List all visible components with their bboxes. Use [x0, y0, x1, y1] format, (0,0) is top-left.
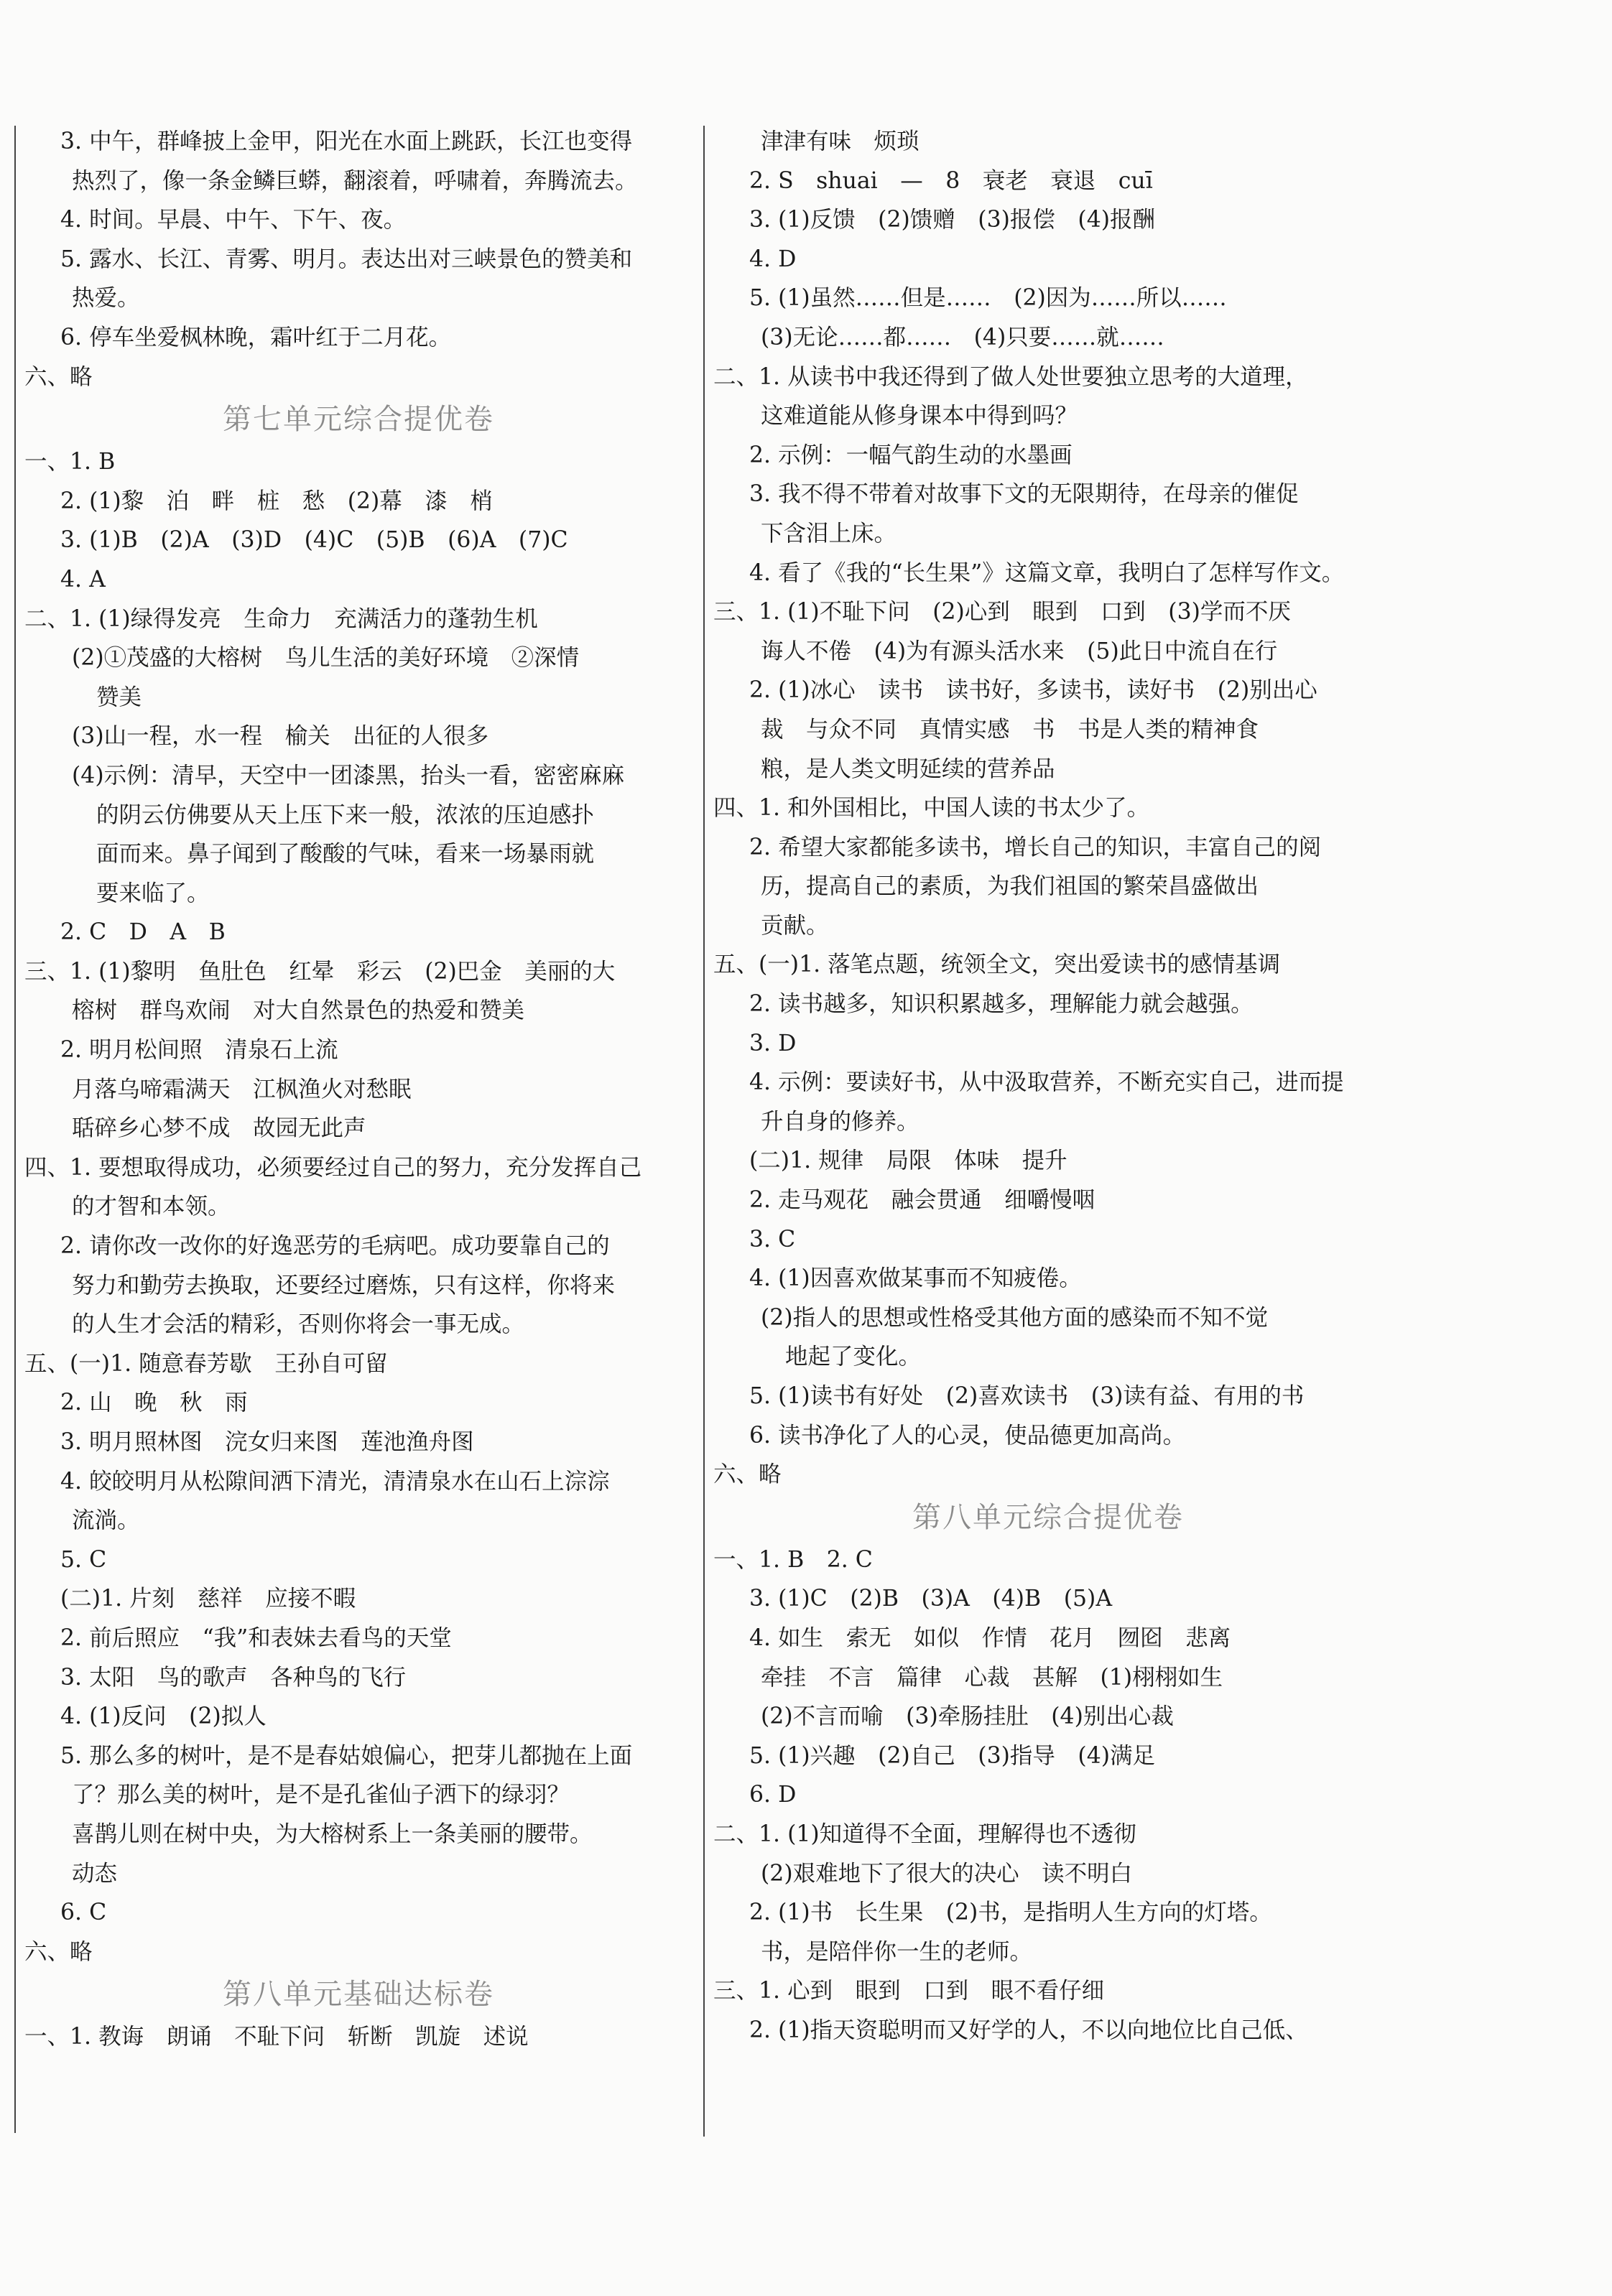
answer-line: 书，是陪伴你一生的老师。	[761, 1938, 1033, 1965]
answer-line: 4. 时间。早晨、中午、下午、夜。	[60, 207, 407, 233]
answer-line: 了？那么美的树叶，是不是孔雀仙子洒下的绿羽？	[72, 1782, 570, 1808]
answer-line: 动态	[72, 1860, 118, 1887]
answer-line: 4. 看了《我的“长生果”》这篇文章，我明白了怎样写作文。	[749, 559, 1345, 586]
answer-line: 贡献。	[761, 912, 829, 939]
answer-line: 努力和勤劳去换取，还要经过磨炼，只有这样，你将来	[72, 1272, 616, 1298]
answer-line: 2. 请你改一改你的好逸恶劳的毛病吧。成功要靠自己的	[60, 1233, 610, 1260]
answer-line: 三、1. 心到 眼到 口到 眼不看仔细	[713, 1978, 1105, 2004]
answer-line: 月落乌啼霜满天 江枫渔火对愁眠	[72, 1076, 412, 1102]
section-heading: 第八单元综合提优卷	[912, 1500, 1184, 1534]
answer-line: 的阴云仿佛要从天上压下来一般，浓浓的压迫感扑	[96, 801, 595, 828]
answer-line: 裁 与众不同 真情实感 书 书是人类的精神食	[761, 716, 1259, 743]
answer-line: 一、1. 教诲 朗诵 不耻下问 斩断 凯旋 述说	[24, 2024, 529, 2050]
answer-line: (3)无论……都…… (4)只要……就……	[761, 324, 1164, 350]
answer-line: 五、(一)1. 随意春芳歇 王孙自可留	[24, 1350, 388, 1377]
answer-line: 下含泪上床。	[761, 520, 897, 547]
answer-line: 4. 示例：要读好书，从中汲取营养，不断充实自己，进而提	[749, 1069, 1344, 1096]
answer-line: 聒碎乡心梦不成 故园无此声	[72, 1115, 366, 1142]
answer-line: 粮，是人类文明延续的营养品	[761, 756, 1055, 782]
answer-line: 2. 读书越多，知识积累越多，理解能力就会越强。	[749, 991, 1254, 1018]
answer-line: (二)1. 片刻 慈祥 应接不暇	[60, 1586, 356, 1612]
answer-line: 3. 我不得不带着对故事下文的无限期待，在母亲的催促	[749, 481, 1299, 508]
answer-line: 4. (1)因喜欢做某事而不知疲倦。	[749, 1265, 1082, 1292]
answer-line: 4. A	[60, 566, 106, 592]
answer-line: 的人生才会活的精彩，否则你将会一事无成。	[72, 1311, 525, 1338]
answer-line: 5. C	[60, 1546, 107, 1573]
answer-line: 4. (1)反问 (2)拟人	[60, 1704, 267, 1730]
answer-line: 3. (1)B (2)A (3)D (4)C (5)B (6)A (7)C	[60, 527, 568, 554]
answer-line: 2. 山 晚 秋 雨	[60, 1390, 248, 1416]
answer-line: 要来临了。	[96, 880, 210, 906]
answer-line: 津津有味 烦琐	[761, 129, 920, 154]
answer-line: 2. 示例：一幅气韵生动的水墨画	[749, 442, 1073, 468]
answer-line: 二、1. 从读书中我还得到了做人处世要独立思考的大道理，	[713, 363, 1308, 390]
answer-line: 5. 露水、长江、青雾、明月。表达出对三峡景色的赞美和	[60, 246, 633, 272]
section-heading: 第八单元基础达标卷	[223, 1978, 494, 2012]
answer-line: 升自身的修养。	[761, 1108, 920, 1135]
answer-line: 牵挂 不言 篇律 心裁 甚解 (1)栩栩如生	[761, 1664, 1223, 1691]
answer-column-right	[713, 122, 1383, 2050]
answer-line: 6. C	[60, 1900, 107, 1926]
answer-line: 2. 明月松间照 清泉石上流	[60, 1037, 338, 1064]
answer-line: 这难道能从修身课本中得到吗？	[761, 403, 1078, 429]
answer-line: 五、(一)1. 落笔点题，统领全文，突出爱读书的感情基调	[713, 952, 1281, 978]
answer-line: 3. C	[749, 1226, 796, 1252]
answer-line: (2)指人的思想或性格受其他方面的感染而不知不觉	[761, 1304, 1269, 1331]
answer-line: 热爱。	[72, 285, 140, 312]
answer-line: 2. (1)指天资聪明而又好学的人，不以向地位比自己低、	[749, 2017, 1308, 2043]
answer-line: 3. 明月照林图 浣女归来图 莲池渔舟图	[60, 1429, 474, 1455]
answer-line: 2. S shuai — 8 衰老 衰退 cuī	[749, 167, 1153, 194]
answer-line: 榕树 群鸟欢闹 对大自然景色的热爱和赞美	[72, 998, 525, 1024]
answer-line: 六、略	[24, 1938, 93, 1965]
answer-line: 6. 读书净化了人的心灵，使品德更加高尚。	[749, 1422, 1186, 1449]
answer-line: 3. 太阳 鸟的歌声 各种鸟的飞行	[60, 1664, 407, 1691]
section-heading: 第七单元综合提优卷	[223, 403, 494, 437]
answer-line: 2. C D A B	[60, 919, 226, 946]
left-margin-rule	[14, 126, 16, 2133]
answer-line: 四、1. 要想取得成功，必须要经过自己的努力，充分发挥自己	[24, 1154, 642, 1181]
answer-line: 的才智和本领。	[72, 1194, 231, 1220]
answer-line: 5. (1)兴趣 (2)自己 (3)指导 (4)满足	[749, 1742, 1156, 1769]
answer-line: 三、1. (1)不耻下问 (2)心到 眼到 口到 (3)学而不厌	[713, 599, 1291, 626]
answer-line: 一、1. B	[24, 449, 116, 475]
answer-line: 6. 停车坐爱枫林晚，霜叶红于二月花。	[60, 324, 452, 350]
answer-line: (2)艰难地下了很大的决心 读不明白	[761, 1860, 1133, 1887]
answer-line: 二、1. (1)绿得发亮 生命力 充满活力的蓬勃生机	[24, 605, 538, 632]
answer-line: 二、1. (1)知道得不全面，理解得也不透彻	[713, 1821, 1136, 1847]
answer-line: 四、1. 和外国相比，中国人读的书太少了。	[713, 795, 1150, 822]
column-divider	[703, 126, 705, 2137]
answer-line: 2. (1)书 长生果 (2)书，是指明人生方向的灯塔。	[749, 1900, 1272, 1926]
answer-line: 2. 前后照应 “我”和表妹去看鸟的天堂	[60, 1625, 452, 1651]
answer-line: 历，提高自己的素质，为我们祖国的繁荣昌盛做出	[761, 873, 1259, 900]
answer-line: 3. 中午，群峰披上金甲，阳光在水面上跳跃，长江也变得	[60, 129, 633, 154]
answer-line: 一、1. B 2. C	[713, 1546, 873, 1573]
answer-line: 5. 那么多的树叶，是不是春姑娘偏心，把芽儿都抛在上面	[60, 1742, 633, 1769]
answer-line: 3. D	[749, 1030, 797, 1056]
answer-line: 面而来。鼻子闻到了酸酸的气味，看来一场暴雨就	[96, 841, 595, 868]
answer-line: 5. (1)虽然……但是…… (2)因为……所以……	[749, 285, 1227, 312]
answer-line: 2. (1)冰心 读书 读书好，多读书，读好书 (2)别出心	[749, 677, 1317, 704]
answer-line: 三、1. (1)黎明 鱼肚色 红晕 彩云 (2)巴金 美丽的大	[24, 958, 616, 985]
answer-line: 地起了变化。	[785, 1344, 922, 1370]
answer-line: 2. 走马观花 融会贯通 细嚼慢咽	[749, 1187, 1095, 1214]
answer-line: 3. (1)C (2)B (3)A (4)B (5)A	[749, 1586, 1113, 1612]
answer-line: (3)山一程，水一程 榆关 出征的人很多	[72, 723, 489, 750]
answer-line: 3. (1)反馈 (2)馈赠 (3)报偿 (4)报酬	[749, 207, 1156, 233]
answer-column-left	[24, 122, 692, 2057]
answer-line: (2)①茂盛的大榕树 鸟儿生活的美好环境 ②深情	[72, 645, 580, 671]
answer-line: 5. (1)读书有好处 (2)喜欢读书 (3)读有益、有用的书	[749, 1383, 1305, 1409]
answer-line: 4. D	[749, 246, 797, 272]
answer-line: (4)示例：清早，天空中一团漆黑，抬头一看，密密麻麻	[72, 762, 625, 789]
answer-line: 2. 希望大家都能多读书，增长自己的知识，丰富自己的阅	[749, 834, 1322, 860]
answer-line: 热烈了，像一条金鳞巨蟒，翻滚着，呼啸着，奔腾流去。	[72, 167, 638, 194]
answer-line: 喜鹊儿则在树中央，为大榕树系上一条美丽的腰带。	[72, 1821, 593, 1847]
answer-line: 诲人不倦 (4)为有源头活水来 (5)此日中流自在行	[761, 638, 1278, 664]
answer-line: (二)1. 规律 局限 体味 提升	[749, 1148, 1067, 1174]
answer-line: 六、略	[24, 363, 93, 390]
answer-line: 赞美	[96, 684, 142, 710]
answer-line: (2)不言而喻 (3)牵肠挂肚 (4)别出心裁	[761, 1704, 1174, 1730]
answer-line: 4. 皎皎明月从松隙间洒下清光，清清泉水在山石上淙淙	[60, 1468, 610, 1495]
answer-line: 2. (1)黎 泊 畔 桩 愁 (2)幕 漆 梢	[60, 488, 493, 514]
answer-line: 六、略	[713, 1461, 782, 1488]
answer-line: 流淌。	[72, 1507, 140, 1534]
answer-line: 6. D	[749, 1782, 797, 1808]
answer-line: 4. 如生 索无 如似 作情 花月 囫囵 悲离	[749, 1625, 1231, 1651]
